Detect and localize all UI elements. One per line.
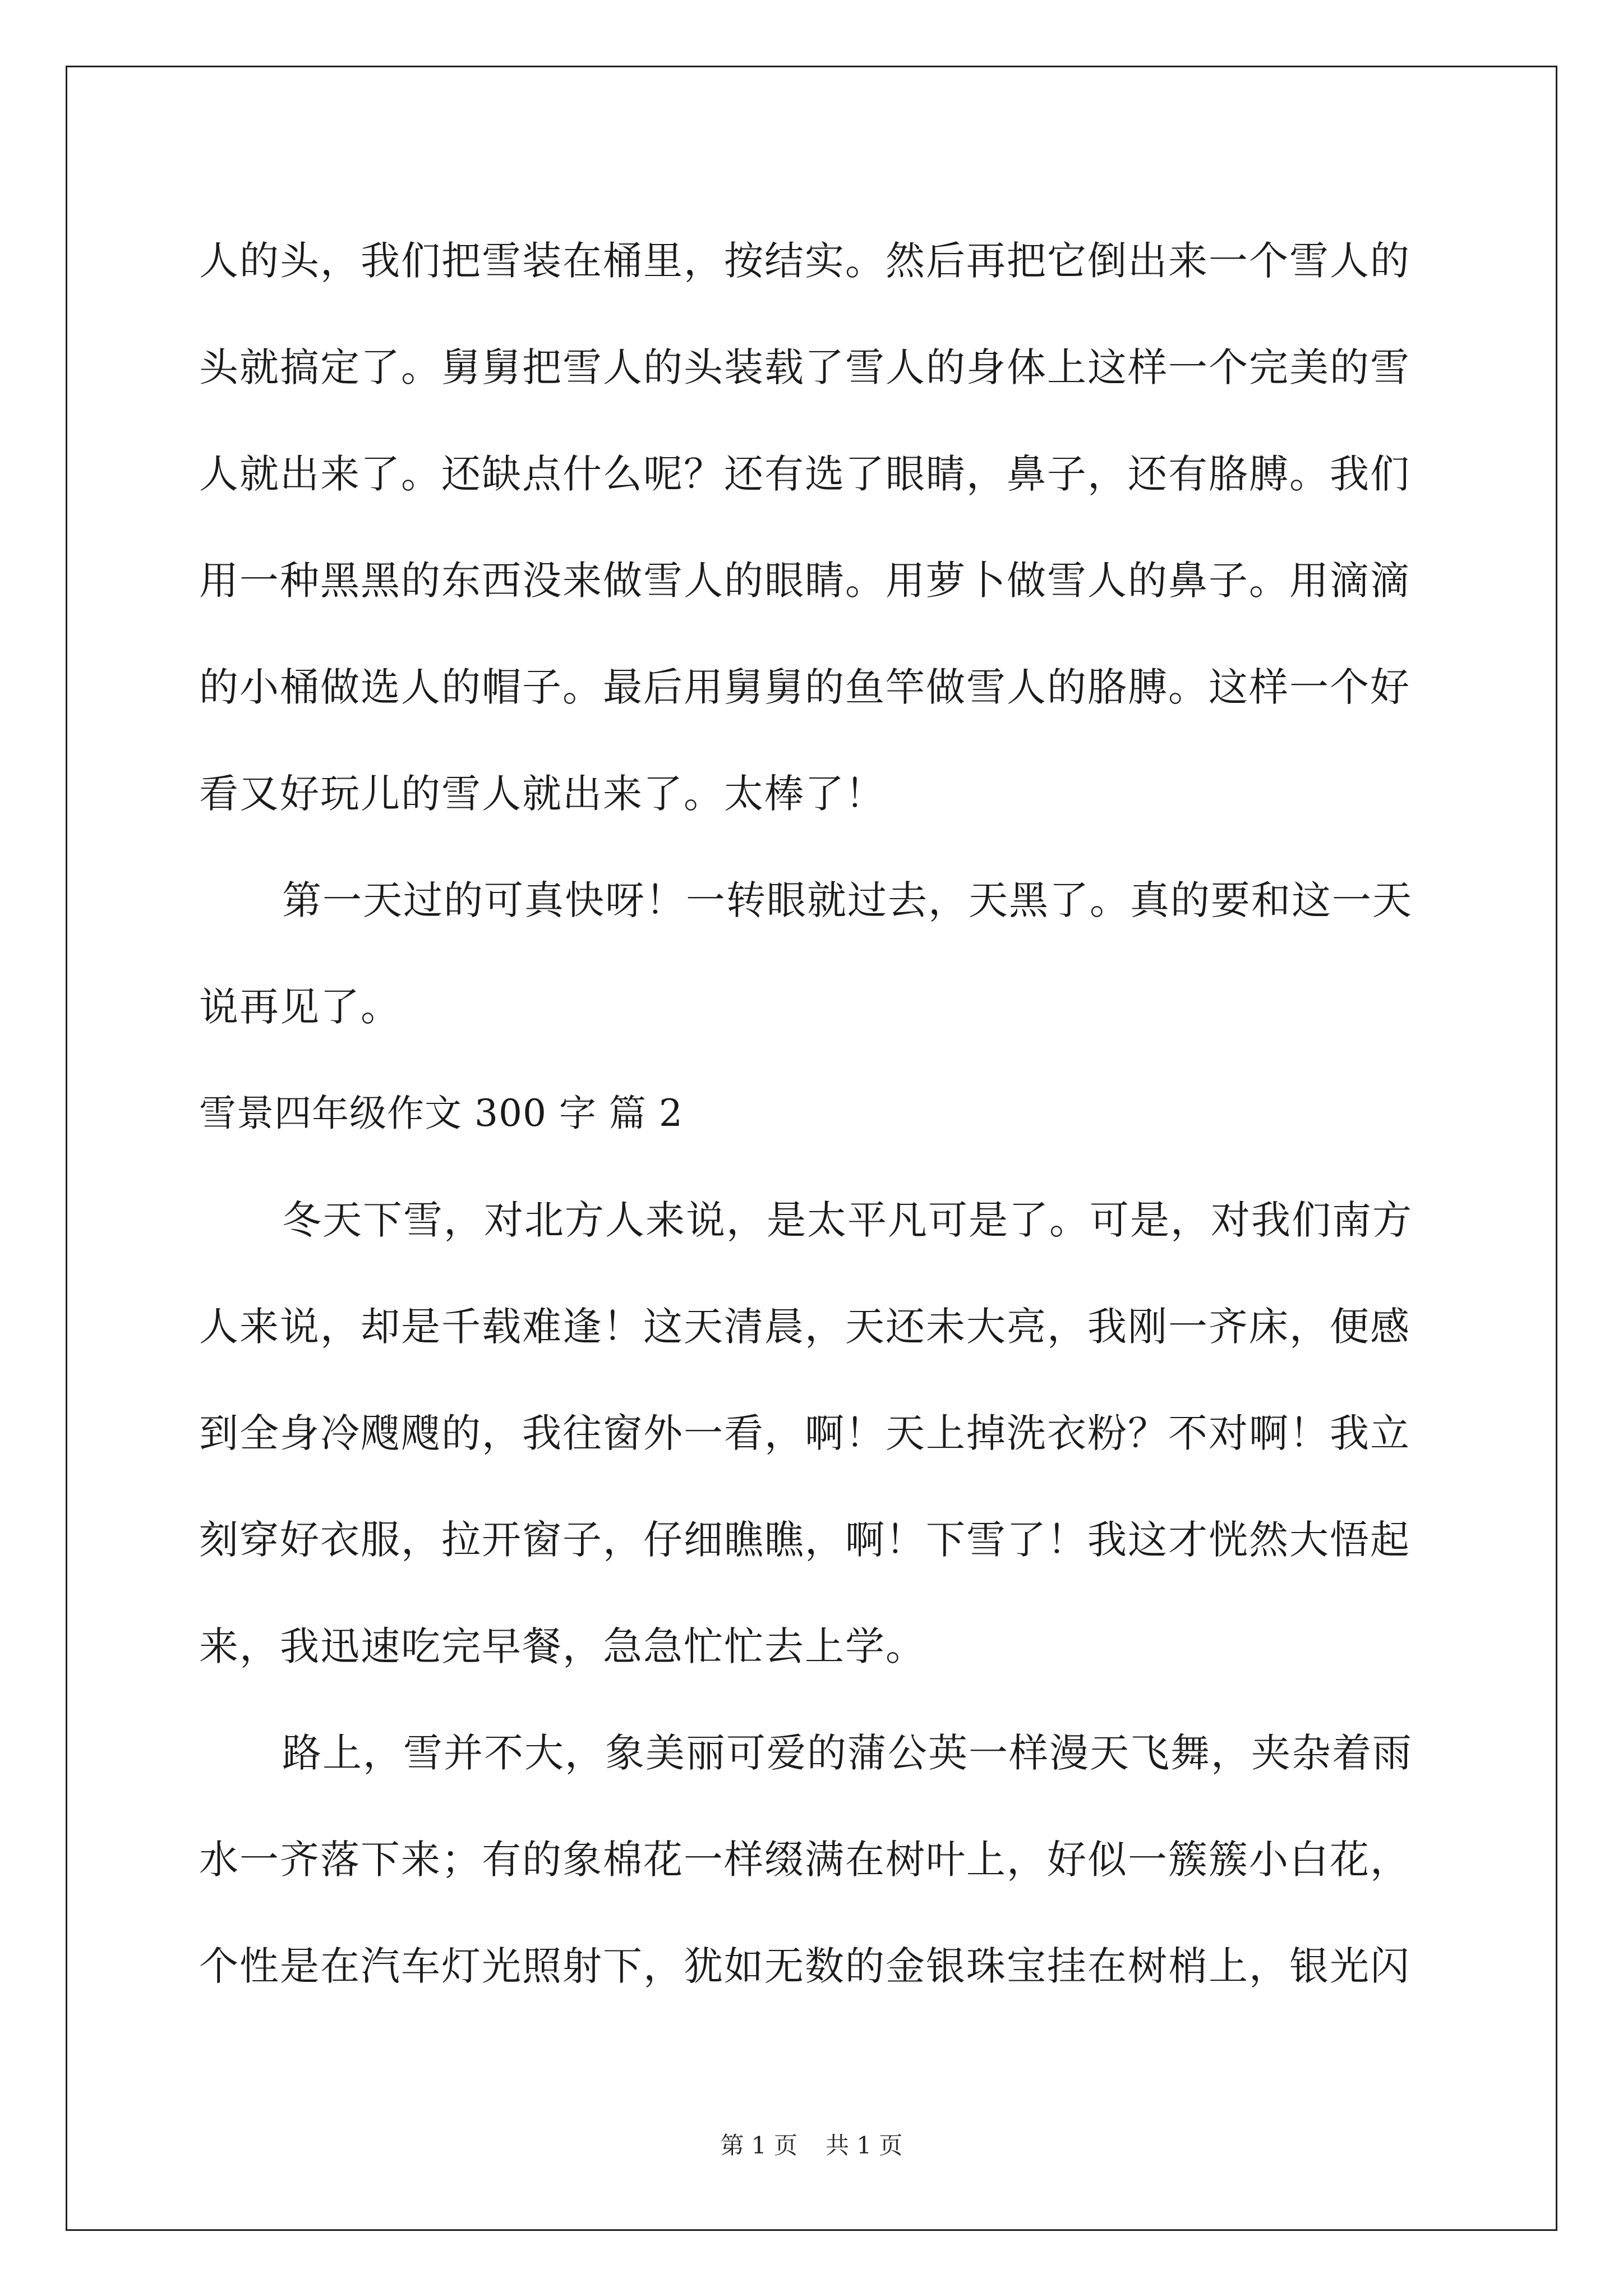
text-line: 看又好玩儿的雪人就出来了。太棒了！ [199, 771, 886, 817]
text-line: 来，我迅速吃完早餐，急急忙忙去上学。 [199, 1623, 926, 1669]
text-line: 人来说，却是千载难逢！这天清晨，天还未大亮，我刚一齐床，便感 [199, 1304, 1410, 1350]
section-heading: 雪景四年级作文 300 字 篇 2 [199, 1092, 683, 1135]
page-total: 共 1 页 [826, 2132, 903, 2159]
paragraph-on-the-road [199, 1700, 1427, 2019]
text-line: 头就搞定了。舅舅把雪人的头装载了雪人的身体上这样一个完美的雪 [199, 344, 1410, 390]
paragraph-day-end [199, 847, 1427, 1060]
text-line: 个性是在汽车灯光照射下，犹如无数的金银珠宝挂在树梢上，银光闪 [199, 1943, 1410, 1989]
text-line: 到全身冷飕飕的，我往窗外一看，啊！天上掉洗衣粉？不对啊！我立 [199, 1410, 1410, 1456]
paragraph-winter-snow [199, 1167, 1427, 1700]
text-line: 刻穿好衣服，拉开窗子，仔细瞧瞧，啊！下雪了！我这才恍然大悟起 [199, 1517, 1410, 1563]
paragraph-continued [199, 208, 1427, 847]
text-line: 路上，雪并不大，象美丽可爱的蒲公英一样漫天飞舞，夹杂着雨 [282, 1730, 1413, 1776]
text-line: 的小桶做选人的帽子。最后用舅舅的鱼竿做雪人的胳膊。这样一个好 [199, 664, 1410, 710]
text-line: 人就出来了。还缺点什么呢？还有选了眼睛，鼻子，还有胳膊。我们 [199, 451, 1410, 497]
text-line: 水一齐落下来；有的象棉花一样缀满在树叶上，好似一簇簇小白花， [199, 1837, 1410, 1883]
page-number: 第 1 页 [720, 2132, 797, 2159]
page-footer [0, 2129, 1623, 2162]
text-line: 人的头，我们把雪装在桶里，按结实。然后再把它倒出来一个雪人的 [199, 238, 1410, 284]
text-line: 说再见了。 [199, 984, 401, 1030]
document-body [199, 208, 1427, 2019]
text-line: 冬天下雪，对北方人来说，是太平凡可是了。可是，对我们南方 [282, 1197, 1413, 1243]
text-line: 用一种黑黑的东西没来做雪人的眼睛。用萝卜做雪人的鼻子。用滴滴 [199, 558, 1410, 604]
text-line: 第一天过的可真快呀！一转眼就过去，天黑了。真的要和这一天 [282, 877, 1413, 923]
